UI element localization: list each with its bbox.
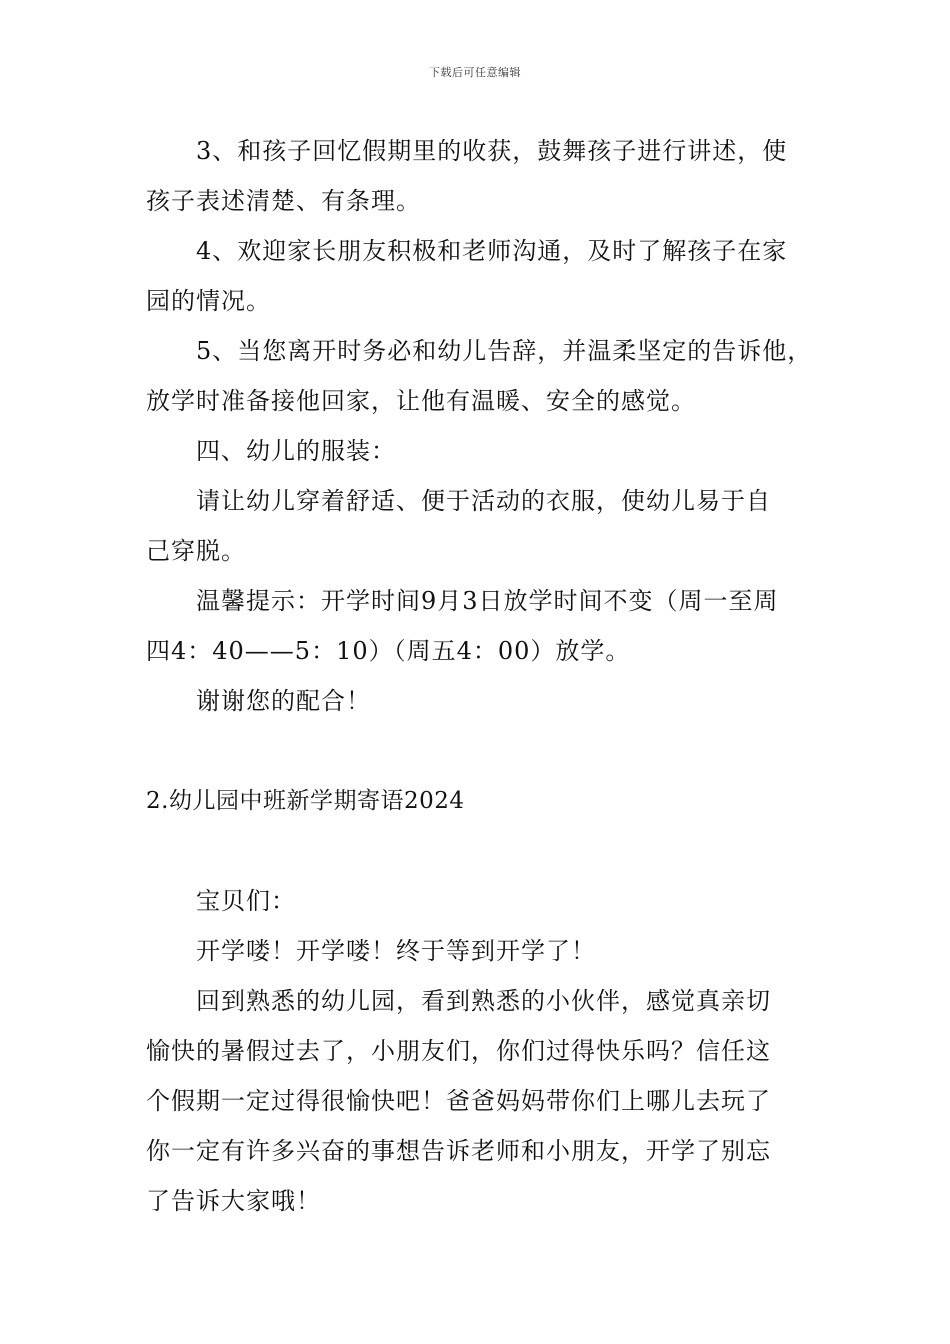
spacer bbox=[146, 726, 816, 776]
paragraph-line: 回到熟悉的幼儿园，看到熟悉的小伙伴，感觉真亲切 bbox=[196, 987, 771, 1015]
greeting-line: 宝贝们： bbox=[196, 887, 296, 915]
paragraph-line: 温馨提示：开学时间9月3日放学时间不变（周一至周 bbox=[196, 587, 779, 615]
section-title: 2.幼儿园中班新学期寄语2024 bbox=[146, 788, 465, 814]
paragraph-line: 了告诉大家哦！ bbox=[146, 1187, 321, 1215]
paragraph-line: 愉快的暑假过去了，小朋友们，你们过得快乐吗？信任这 bbox=[146, 1037, 771, 1065]
paragraph-line: 3、和孩子回忆假期里的收获，鼓舞孩子进行讲述，使 bbox=[196, 137, 788, 165]
paragraph-line: 请让幼儿穿着舒适、便于活动的衣服，使幼儿易于自 bbox=[196, 487, 771, 515]
paragraph-line: 己穿脱。 bbox=[146, 537, 246, 565]
paragraph-line: 园的情况。 bbox=[146, 287, 271, 315]
document-body bbox=[146, 126, 816, 1226]
paragraph-line: 开学喽！开学喽！终于等到开学了！ bbox=[196, 937, 596, 965]
paragraph-line: 四4：40——5：10）（周五4：00）放学。 bbox=[146, 637, 631, 665]
paragraph-line: 孩子表述清楚、有条理。 bbox=[146, 187, 421, 215]
paragraph-line: 你一定有许多兴奋的事想告诉老师和小朋友，开学了别忘 bbox=[146, 1137, 771, 1165]
page-header-note: 下载后可任意编辑 bbox=[429, 66, 521, 79]
spacer bbox=[146, 826, 816, 876]
paragraph-line: 放学时准备接他回家，让他有温暖、安全的感觉。 bbox=[146, 387, 696, 415]
thanks-line: 谢谢您的配合！ bbox=[196, 687, 371, 715]
paragraph-line: 个假期一定过得很愉快吧！爸爸妈妈带你们上哪儿去玩了 bbox=[146, 1087, 771, 1115]
subheading-clothing: 四、幼儿的服装： bbox=[196, 437, 396, 465]
paragraph-line: 5、当您离开时务必和幼儿告辞，并温柔坚定的告诉他， bbox=[196, 337, 813, 365]
paragraph-line: 4、欢迎家长朋友积极和老师沟通，及时了解孩子在家 bbox=[196, 237, 788, 265]
